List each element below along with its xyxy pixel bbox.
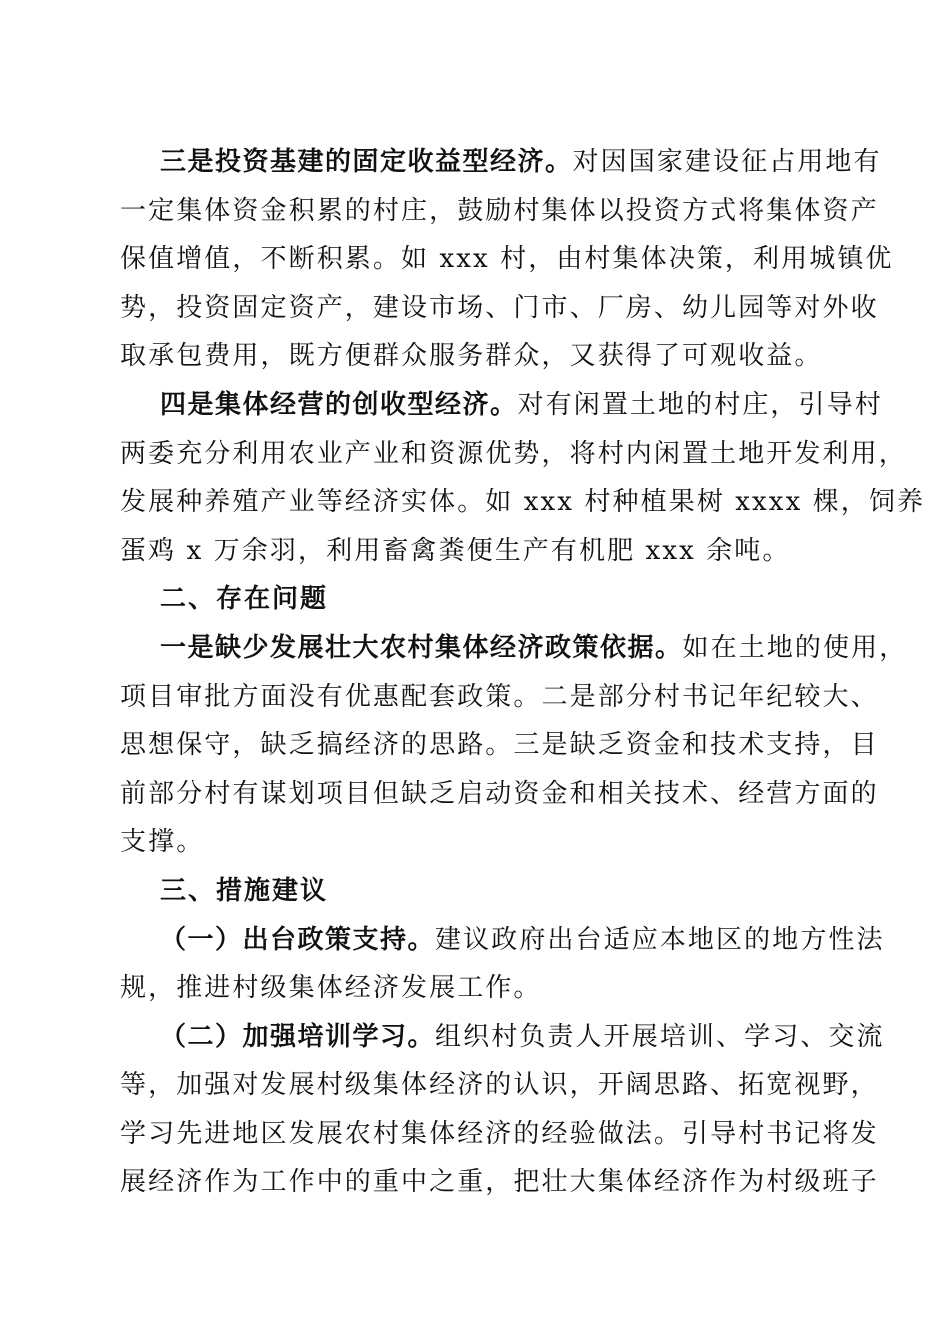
- paragraph-line: [120, 381, 883, 430]
- paragraph-text: 组织村负责人开展培训、学习、交流: [435, 1021, 885, 1052]
- section-heading: 二、存在问题: [160, 584, 329, 615]
- paragraph-line: 支撑。: [120, 827, 205, 858]
- paragraph-line: 等，加强对发展村级集体经济的认识，开阔思路、拓宽视野，: [120, 1070, 879, 1101]
- paragraph-lead-text: 四是集体经营的创收型经济。: [160, 389, 518, 420]
- paragraph-line: 规，推进村级集体经济发展工作。: [120, 973, 542, 1004]
- paragraph-text: 建议政府出台适应本地区的地方性法: [435, 924, 885, 955]
- paragraph-line: 展经济作为工作中的重中之重，把壮大集体经济作为村级班子: [120, 1167, 879, 1198]
- paragraph-line: 两委充分利用农业产业和资源优势，将村内闲置土地开发利用，: [120, 438, 907, 469]
- paragraph-line: 蛋鸡 x 万余羽，利用畜禽粪便生产有机肥 xxx 余吨。: [120, 535, 791, 566]
- paragraph-line: 一定集体资金积累的村庄，鼓励村集体以投资方式将集体资产: [120, 195, 879, 226]
- paragraph-line: 项目审批方面没有优惠配套政策。二是部分村书记年纪较大、: [120, 681, 879, 712]
- paragraph-line: 势，投资固定资产，建设市场、门市、厂房、幼儿园等对外收: [120, 292, 879, 323]
- paragraph-line: [120, 916, 885, 965]
- paragraph-text: 对因国家建设征占用地有: [572, 147, 882, 177]
- paragraph-line: 取承包费用，既方便群众服务群众，又获得了可观收益。: [120, 341, 823, 372]
- document-body: [120, 138, 926, 1207]
- paragraph-lead-text: 三是投资基建的固定收益型经济。: [160, 147, 573, 177]
- paragraph-line: 保值增值，不断积累。如 xxx 村，由村集体决策，利用城镇优: [120, 244, 894, 275]
- paragraph-line: [120, 1013, 885, 1062]
- paragraph-lead-text: （一）出台政策支持。: [160, 924, 436, 955]
- paragraph-line: [120, 138, 882, 187]
- paragraph-line: [120, 624, 908, 673]
- paragraph-line: 思想保守，缺乏搞经济的思路。三是缺乏资金和技术支持，目: [120, 730, 879, 761]
- paragraph-line: 前部分村有谋划项目但缺乏启动资金和相关技术、经营方面的: [120, 778, 879, 809]
- paragraph-text: 如在土地的使用，: [682, 632, 908, 663]
- paragraph-line: 发展种养殖产业等经济实体。如 xxx 村种植果树 xxxx 棵，饲养: [120, 487, 926, 518]
- paragraph-line: 学习先进地区发展农村集体经济的经验做法。引导村书记将发: [120, 1118, 879, 1149]
- paragraph-lead-text: （二）加强培训学习。: [160, 1021, 436, 1052]
- paragraph-lead-text: 一是缺少发展壮大农村集体经济政策依据。: [160, 632, 683, 663]
- section-heading: 三、措施建议: [160, 875, 329, 906]
- paragraph-text: 对有闲置土地的村庄，引导村: [517, 389, 883, 420]
